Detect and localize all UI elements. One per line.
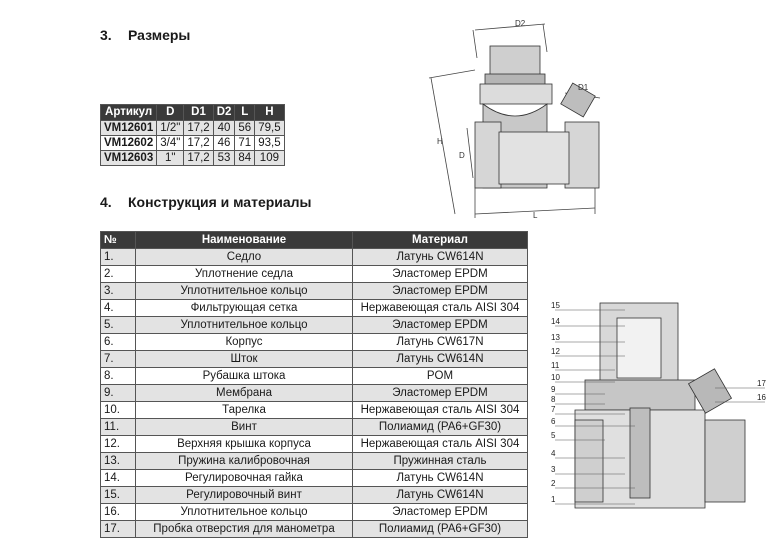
column-header: D2 — [213, 105, 235, 121]
materials-table — [100, 231, 528, 538]
table-cell: Верхняя крышка корпуса — [136, 436, 353, 453]
table-cell: 17,2 — [184, 151, 213, 166]
section-title: Размеры — [128, 27, 191, 43]
section-title: Конструкция и материалы — [128, 194, 312, 210]
table-cell: Уплотнение седла — [136, 266, 353, 283]
table-row — [101, 402, 528, 419]
table-row — [101, 453, 528, 470]
column-header: Материал — [353, 232, 528, 249]
table-cell: 84 — [235, 151, 255, 166]
callout-number: 15 — [551, 301, 560, 310]
table-cell: 9. — [101, 385, 136, 402]
table-cell: 109 — [255, 151, 284, 166]
table-cell: Тарелка — [136, 402, 353, 419]
table-cell: 13. — [101, 453, 136, 470]
table-row — [101, 487, 528, 504]
section-number: 4. — [100, 194, 112, 210]
section-4-heading — [100, 194, 312, 210]
column-header: L — [235, 105, 255, 121]
table-header-row — [101, 105, 285, 121]
table-cell: 40 — [213, 121, 235, 136]
column-header: Наименование — [136, 232, 353, 249]
table-row — [101, 385, 528, 402]
table-cell: Седло — [136, 249, 353, 266]
column-header: H — [255, 105, 284, 121]
table-row — [101, 136, 285, 151]
table-row — [101, 266, 528, 283]
table-cell: Эластомер EPDM — [353, 317, 528, 334]
callout-number: 4 — [551, 449, 556, 458]
table-row — [101, 121, 285, 136]
table-cell: 56 — [235, 121, 255, 136]
table-cell: 6. — [101, 334, 136, 351]
table-cell: Латунь CW617N — [353, 334, 528, 351]
table-cell: Нержавеющая сталь AISI 304 — [353, 300, 528, 317]
table-cell: Латунь CW614N — [353, 351, 528, 368]
table-cell: Пробка отверстия для манометра — [136, 521, 353, 538]
callout-number: 3 — [551, 465, 556, 474]
table-cell: Шток — [136, 351, 353, 368]
table-cell: 5. — [101, 317, 136, 334]
table-cell: 3/4" — [157, 136, 184, 151]
callout-number: 16 — [757, 393, 766, 402]
dim-label-h: H — [437, 137, 443, 146]
dim-label-d1: D1 — [578, 83, 589, 92]
callout-number: 10 — [551, 373, 560, 382]
table-cell: Мембрана — [136, 385, 353, 402]
column-header: D — [157, 105, 184, 121]
callout-number: 1 — [551, 495, 556, 504]
table-row — [101, 419, 528, 436]
table-cell: 71 — [235, 136, 255, 151]
table-cell: 46 — [213, 136, 235, 151]
table-cell: Нержавеющая сталь AISI 304 — [353, 436, 528, 453]
table-row — [101, 283, 528, 300]
table-cell: 11. — [101, 419, 136, 436]
table-cell: Пружинная сталь — [353, 453, 528, 470]
table-row — [101, 351, 528, 368]
table-cell: 79,5 — [255, 121, 284, 136]
table-cell: 1. — [101, 249, 136, 266]
callout-number: 13 — [551, 333, 560, 342]
column-header: D1 — [184, 105, 213, 121]
callout-number: 17 — [757, 379, 766, 388]
table-cell: Регулировочная гайка — [136, 470, 353, 487]
table-cell: POM — [353, 368, 528, 385]
table-cell: Винт — [136, 419, 353, 436]
table-cell: Корпус — [136, 334, 353, 351]
table-row — [101, 436, 528, 453]
table-cell: Латунь CW614N — [353, 470, 528, 487]
table-cell: 1" — [157, 151, 184, 166]
table-cell: Эластомер EPDM — [353, 283, 528, 300]
callout-number: 12 — [551, 347, 560, 356]
table-cell: 17,2 — [184, 136, 213, 151]
dim-label-d: D — [459, 151, 465, 160]
table-cell: VM12603 — [101, 151, 157, 166]
table-cell: 93,5 — [255, 136, 284, 151]
table-cell: Фильтрующая сетка — [136, 300, 353, 317]
table-row — [101, 334, 528, 351]
table-cell: 12. — [101, 436, 136, 453]
table-cell: 1/2" — [157, 121, 184, 136]
table-cell: 2. — [101, 266, 136, 283]
table-cell: VM12601 — [101, 121, 157, 136]
table-cell: 17,2 — [184, 121, 213, 136]
table-row — [101, 368, 528, 385]
table-cell: 53 — [213, 151, 235, 166]
table-cell: Эластомер EPDM — [353, 266, 528, 283]
table-cell: Уплотнительное кольцо — [136, 283, 353, 300]
table-cell: Пружина калибровочная — [136, 453, 353, 470]
table-row — [101, 300, 528, 317]
table-cell: Латунь CW614N — [353, 487, 528, 504]
table-cell: VM12602 — [101, 136, 157, 151]
table-row — [101, 317, 528, 334]
valve-section-drawing — [545, 298, 775, 523]
column-header: Артикул — [101, 105, 157, 121]
table-cell: 17. — [101, 521, 136, 538]
callout-number: 8 — [551, 395, 556, 404]
callout-number: 14 — [551, 317, 560, 326]
size-table — [100, 104, 285, 166]
table-row — [101, 470, 528, 487]
column-header: № — [101, 232, 136, 249]
table-cell: Полиамид (PA6+GF30) — [353, 419, 528, 436]
section-3-heading — [100, 27, 190, 43]
table-cell: Уплотнительное кольцо — [136, 317, 353, 334]
table-cell: Рубашка штока — [136, 368, 353, 385]
table-row — [101, 151, 285, 166]
table-cell: Латунь CW614N — [353, 249, 528, 266]
table-row — [101, 521, 528, 538]
table-cell: 3. — [101, 283, 136, 300]
table-cell: 7. — [101, 351, 136, 368]
table-cell: 14. — [101, 470, 136, 487]
section-number: 3. — [100, 27, 112, 43]
table-cell: 10. — [101, 402, 136, 419]
callout-number: 5 — [551, 431, 556, 440]
callout-number: 9 — [551, 385, 556, 394]
callout-number: 11 — [551, 361, 560, 370]
callout-number: 2 — [551, 479, 556, 488]
table-header-row — [101, 232, 528, 249]
table-cell: 15. — [101, 487, 136, 504]
table-cell: Регулировочный винт — [136, 487, 353, 504]
table-row — [101, 249, 528, 266]
table-cell: Нержавеющая сталь AISI 304 — [353, 402, 528, 419]
table-cell: 16. — [101, 504, 136, 521]
callout-number: 7 — [551, 405, 556, 414]
table-row — [101, 504, 528, 521]
table-cell: 8. — [101, 368, 136, 385]
table-cell: 4. — [101, 300, 136, 317]
dim-label-d2: D2 — [515, 19, 526, 28]
callout-number: 6 — [551, 417, 556, 426]
table-cell: Уплотнительное кольцо — [136, 504, 353, 521]
table-cell: Эластомер EPDM — [353, 385, 528, 402]
table-cell: Эластомер EPDM — [353, 504, 528, 521]
valve-dimension-drawing — [415, 18, 615, 218]
table-cell: Полиамид (PA6+GF30) — [353, 521, 528, 538]
dim-label-l: L — [533, 211, 538, 218]
